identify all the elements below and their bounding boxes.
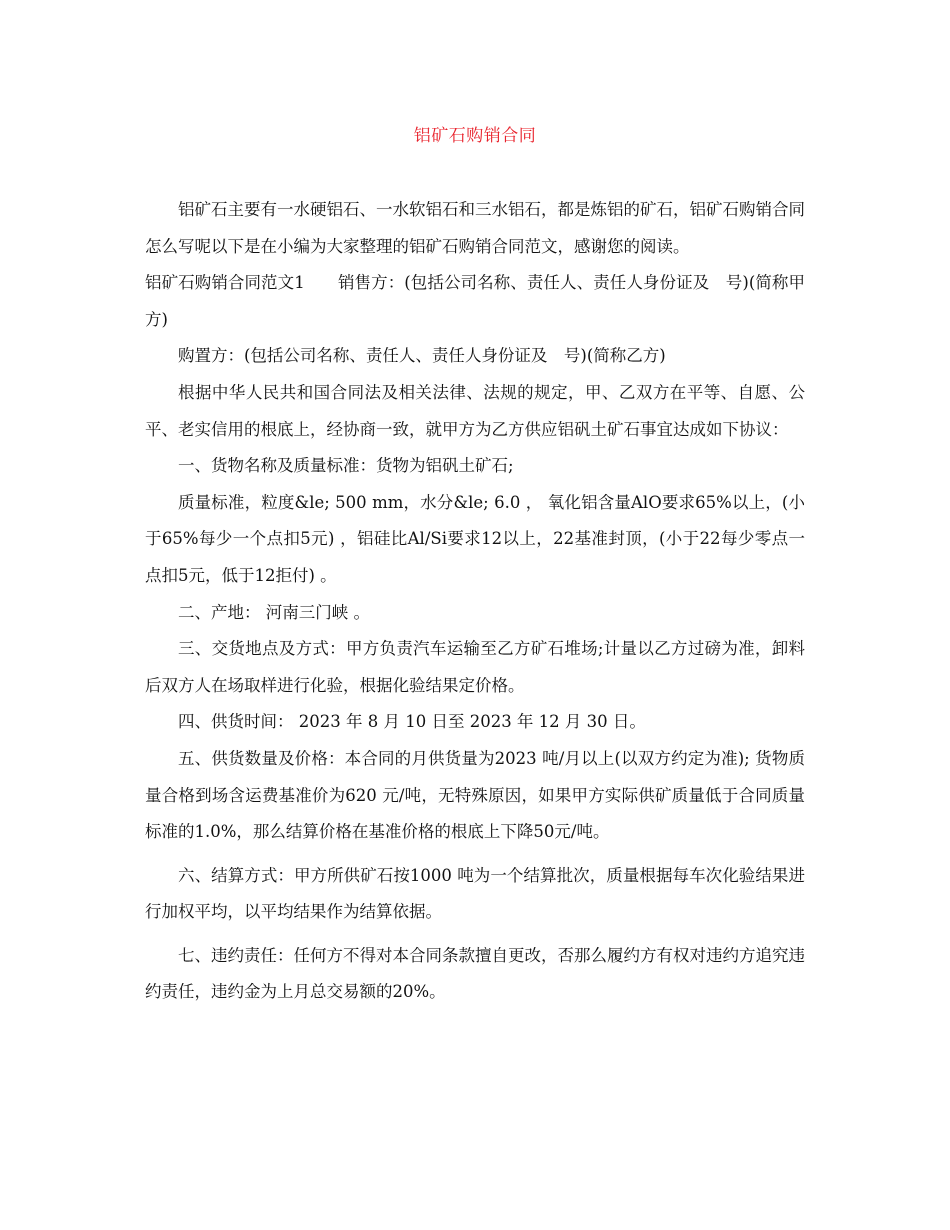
document-title: 铝矿石购销合同 — [413, 126, 537, 146]
clause-liability: 七、违约责任：任何方不得对本合同条款擅自更改，否那么履约方有权对违约方追究违约责任，违约金为上月总交易额的20%。 — [145, 945, 805, 1002]
preamble-paragraph: 根据中华人民共和国合同法及相关法律、法规的规定，甲、乙双方在平等、自愿、公平、老实信用的根底上，经协商一致，就甲方为乙方供应铝矾土矿石事宜达成如下协议： — [145, 382, 805, 439]
clause-settlement: 六、结算方式：甲方所供矿石按1000 吨为一个结算批次，质量根据每车次化验结果进行加权平均，以平均结果作为结算依据。 — [145, 865, 805, 922]
clause-quantity-price: 五、供货数量及价格：本合同的月供货量为2023 吨/月以上(以双方约定为准); 货物质量合格到场含运费基准价为620 元/吨，无特殊原因，如果甲方实际供矿质量低于合同质量标准的1.0%，那么结算价格在基准价格的根底上下降50元/吨。 — [145, 748, 805, 842]
seller-paragraph: 铝矿石购销合同范文1 销售方：(包括公司名称、责任人、责任人身份证及 号)(简称甲方) — [145, 273, 805, 329]
clause-delivery: 三、交货地点及方式：甲方负责汽车运输至乙方矿石堆场;计量以乙方过磅为准，卸料后双方人在场取样进行化验，根据化验结果定价格。 — [145, 639, 805, 695]
document-body — [145, 192, 805, 1011]
clause-origin: 二、产地： 河南三门峡 。 — [178, 602, 370, 622]
buyer-paragraph: 购置方：(包括公司名称、责任人、责任人身份证及 号)(简称乙方) — [178, 346, 666, 366]
clause-supply-time: 四、供货时间： 2023 年 8 月 10 日至 2023 年 12 月 30 日。 — [178, 712, 646, 732]
intro-paragraph: 铝矿石主要有一水硬铝石、一水软铝石和三水铝石，都是炼铝的矿石，铝矿石购销合同怎么写呢以下是在小编为大家整理的铝矿石购销合同范文，感谢您的阅读。 — [145, 200, 805, 256]
clause-quality-standard: 质量标准，粒度&le; 500 mm，水分&le; 6.0 ， 氧化铝含量AlO要求65%以上，(小于65%每少一个点扣5元) ，铝硅比Al/Si要求12以上，22基准封顶，(小于22每少零点一点扣5元，低于12拒付) 。 — [145, 492, 805, 585]
clause-goods-name: 一、货物名称及质量标准：货物为铝矾土矿石; — [178, 456, 514, 476]
